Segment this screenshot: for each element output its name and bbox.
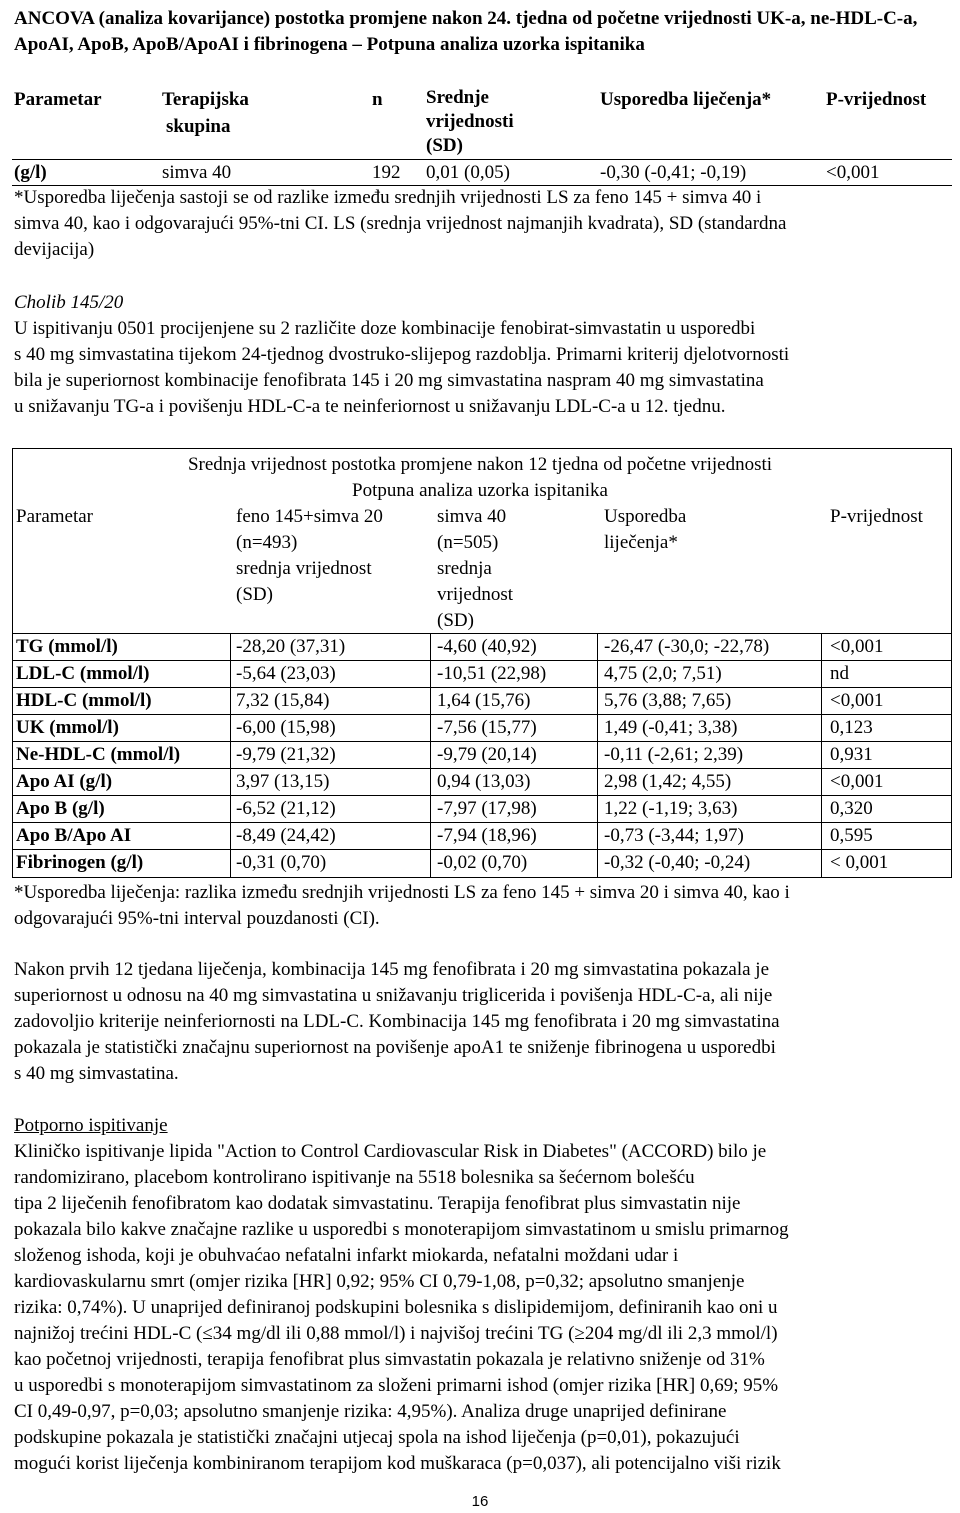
t2-row-rule xyxy=(12,687,952,688)
s3-line-9: u usporedbi s monoterapijom simvastatinom za složeni primarni ishod (omjer rizika [HR] 0,69; 95% xyxy=(14,1375,779,1396)
t2-header-simva xyxy=(437,504,513,634)
t2-header-feno-0: feno 145+simva 20 xyxy=(236,506,383,527)
t2-cell-feno: -28,20 (37,31) xyxy=(236,636,346,657)
s3-line-0: Kliničko ispitivanje lipida "Action to Control Cardiovascular Risk in Diabetes" (ACCORD) bilo je xyxy=(14,1141,767,1162)
t2-cell-param: HDL-C (mmol/l) xyxy=(16,690,152,711)
t2-col-divider-2 xyxy=(430,633,431,878)
s2-line-3: pokazala je statistički značajnu superiornost na povišenje apoA1 te sniženje fibrinogena u usporedbi xyxy=(14,1037,776,1058)
t1-header-parametar: Parametar xyxy=(14,89,102,110)
t2-cell-compare: -0,11 (-2,61; 2,39) xyxy=(604,744,744,765)
t2-header-feno-2: srednja vrijednost xyxy=(236,558,372,579)
t2-header-usporedba-0: Usporedba xyxy=(604,506,687,527)
t2-cell-p: 0,931 xyxy=(830,744,873,765)
t2-header-usporedba xyxy=(604,504,686,556)
s2-line-2: zadovoljio kriterije neinferiornosti na LDL-C. Kombinacija 145 mg fenofibrata i 20 mg simvastatina xyxy=(14,1011,780,1032)
t2-row-rule xyxy=(12,768,952,769)
t2-cell-compare: 4,75 (2,0; 7,51) xyxy=(604,663,722,684)
t2-cell-p: 0,320 xyxy=(830,798,873,819)
t2-cell-param: UK (mmol/l) xyxy=(16,717,119,738)
t2-cell-p: 0,123 xyxy=(830,717,873,738)
t1-note-line2 xyxy=(14,211,949,237)
t1-header-srednje-2: vrijednosti xyxy=(426,111,514,132)
t1-note-line3: devijacija) xyxy=(14,239,95,260)
s1-line-0: U ispitivanju 0501 procijenjene su 2 različite doze kombinacije fenobirat-simvastatin u usporedbi xyxy=(14,318,756,339)
t1-row-p: <0,001 xyxy=(826,162,880,183)
t2-cell-p: <0,001 xyxy=(830,690,884,711)
t2-cell-compare: -26,47 (-30,0; -22,78) xyxy=(604,636,770,657)
t1-note-line2a: simva 40, kao i odgovarajući 95%-tni CI. xyxy=(14,213,329,234)
t2-caption-2: Potpuna analiza uzorka ispitanika xyxy=(352,480,608,501)
t1-header-srednje xyxy=(426,86,514,158)
t2-header-p: P-vrijednost xyxy=(830,506,923,527)
t1-header-srednje-1: Srednje xyxy=(426,87,489,108)
s1-line-2: bila je superiornost kombinacije fenofibrata 145 i 20 mg simvastatina naspram 40 mg simvastatina xyxy=(14,370,764,391)
t2-cell-p: <0,001 xyxy=(830,771,884,792)
t2-row-rule xyxy=(12,849,952,850)
t2-header-simva-0: simva 40 xyxy=(437,506,507,527)
t1-header-srednje-3: (SD) xyxy=(426,135,463,156)
t1-note-line2b: LS (srednja vrijednost najmanjih kvadrata), SD (standardna xyxy=(328,213,787,234)
t1-row-n: 192 xyxy=(372,162,401,183)
t2-cell-compare: 5,76 (3,88; 7,65) xyxy=(604,690,732,711)
t2-cell-param: Ne-HDL-C (mmol/l) xyxy=(16,744,181,765)
section1-paragraph xyxy=(14,316,949,420)
table2-footnote xyxy=(14,880,949,932)
s2-line-1: superiornost u odnosu na 40 mg simvastatina u snižavanju triglicerida i povišenja HDL-C-a, ali nije xyxy=(14,985,773,1006)
t2-header-feno-3: (SD) xyxy=(236,584,273,605)
t2-row-rule xyxy=(12,822,952,823)
s3-line-10: CI 0,49-0,97, p=0,03; apsolutno smanjenje rizika: 4,95%). Analiza druge unaprijed definirane xyxy=(14,1401,727,1422)
t2-cell-simva: -10,51 (22,98) xyxy=(437,663,547,684)
t2-cell-simva: -7,97 (17,98) xyxy=(437,798,537,819)
t1-header-n: n xyxy=(372,89,383,110)
t2-cell-compare: 1,22 (-1,19; 3,63) xyxy=(604,798,738,819)
t2-row-rule xyxy=(12,741,952,742)
s3-line-6: rizika: 0,74%). U unaprijed definiranoj podskupini bolesnika s dislipidemijom, definiranih kao oni u xyxy=(14,1297,778,1318)
s3-line-2: tipa 2 liječenih fenofibratom kao dodatak simvastatinu. Terapija fenofibrat plus simvastatin nije xyxy=(14,1193,741,1214)
t2-cell-feno: 3,97 (13,15) xyxy=(236,771,330,792)
section2-paragraph xyxy=(14,957,949,1087)
section3-paragraph xyxy=(14,1139,949,1477)
t2-col-divider-1 xyxy=(230,633,231,878)
t2-cell-simva: -4,60 (40,92) xyxy=(437,636,537,657)
t1-header-terapijska-1: Terapijska xyxy=(162,89,249,110)
t2-cell-feno: -5,64 (23,03) xyxy=(236,663,336,684)
t2-header-simva-2: srednja xyxy=(437,558,492,579)
t2-row-rule xyxy=(12,714,952,715)
s2-line-0: Nakon prvih 12 tjedana liječenja, kombinacija 145 mg fenofibrata i 20 mg simvastatina pokazala je xyxy=(14,959,770,980)
t2-cell-simva: -9,79 (20,14) xyxy=(437,744,537,765)
t1-header-usporedba: Usporedba liječenja* xyxy=(600,89,772,110)
t2-cell-feno: -6,00 (15,98) xyxy=(236,717,336,738)
t2-cell-feno: -8,49 (24,42) xyxy=(236,825,336,846)
t1-header-terapijska xyxy=(162,86,249,140)
t2-header-simva-4: (SD) xyxy=(437,610,474,631)
t2-cell-simva: -7,56 (15,77) xyxy=(437,717,537,738)
s2-line-4: s 40 mg simvastatina. xyxy=(14,1063,179,1084)
t2-note-line1: *Usporedba liječenja: razlika između srednjih vrijednosti LS za feno 145 + simva 20 i simva 40, kao i xyxy=(14,882,790,903)
t2-cell-compare: -0,73 (-3,44; 1,97) xyxy=(604,825,744,846)
table1-footnote xyxy=(14,185,949,263)
s3-line-1: randomizirano, placebom kontrolirano ispitivanje na 5518 bolesnika sa šećernom bolešću xyxy=(14,1167,695,1188)
t1-header-terapijska-2: skupina xyxy=(166,116,231,137)
t2-cell-feno: -0,31 (0,70) xyxy=(236,852,327,873)
t2-cell-simva: 1,64 (15,76) xyxy=(437,690,531,711)
t1-note-line1: *Usporedba liječenja sastoji se od razlike između srednjih vrijednosti LS za feno 145 + simva 40 i xyxy=(14,187,762,208)
t2-cell-param: Apo B/Apo AI xyxy=(16,825,132,846)
t2-cell-simva: -0,02 (0,70) xyxy=(437,852,528,873)
t1-row-param: (g/l) xyxy=(14,162,47,183)
t2-row-rule xyxy=(12,660,952,661)
s3-line-3: pokazala bilo kakve značajne razlike u usporedbi s monoterapijom simvastatinom u smislu primarnog xyxy=(14,1219,789,1240)
t2-cell-compare: 2,98 (1,42; 4,55) xyxy=(604,771,732,792)
s3-line-11: podskupine pokazala je statistički značajni utjecaj spola na ishod liječenja (p=0,01), pokazujući xyxy=(14,1427,740,1448)
t2-cell-param: Apo B (g/l) xyxy=(16,798,105,819)
t2-note-line2: odgovarajući 95%-tni interval pouzdanosti (CI). xyxy=(14,908,380,929)
t2-header-simva-3: vrijednost xyxy=(437,584,513,605)
t2-cell-feno: -9,79 (21,32) xyxy=(236,744,336,765)
t2-header-parametar: Parametar xyxy=(16,506,94,527)
t1-row-compare: -0,30 (-0,41; -0,19) xyxy=(600,162,747,183)
table1-title: ANCOVA (analiza kovarijance) postotka promjene nakon 24. tjedna od početne vrijednosti UK-a, ne-HDL-C-a, ApoAI, ApoB, ApoB/ApoAI i fibrinogena – Potpuna analiza uzorka ispitanika xyxy=(14,8,918,55)
t2-cell-p: nd xyxy=(830,663,849,684)
t1-row-mean: 0,01 (0,05) xyxy=(426,162,510,183)
t2-cell-param: LDL-C (mmol/l) xyxy=(16,663,150,684)
t2-caption-1: Srednja vrijednost postotka promjene nakon 12 tjedna od početne vrijednosti xyxy=(187,454,773,475)
t2-cell-p: < 0,001 xyxy=(830,852,889,873)
t2-header-usporedba-1: liječenja* xyxy=(604,532,678,553)
s1-line-1: s 40 mg simvastatina tijekom 24-tjednog dvostruko-slijepog razdoblja. Primarni kriterij djelotvornosti xyxy=(14,344,790,365)
section1-heading: Cholib 145/20 xyxy=(14,292,124,313)
s3-line-4: složenog ishoda, koji je obuhvaćao nefatalni infarkt miokarda, nefatalni moždani udar i xyxy=(14,1245,679,1266)
t2-col-divider-4 xyxy=(821,633,822,878)
s3-line-12: mogući korist liječenja kombiniranom terapijom kod muškaraca (p=0,037), ali potencijalno viši rizik xyxy=(14,1453,781,1474)
t2-cell-compare: 1,49 (-0,41; 3,38) xyxy=(604,717,738,738)
s3-line-7: najnižoj trećini HDL-C (≤34 mg/dl ili 0,88 mmol/l) i najvišoj trećini TG (≥204 mg/dl ili 2,3 mmol/l) xyxy=(14,1323,778,1344)
t2-cell-param: TG (mmol/l) xyxy=(16,636,118,657)
t2-cell-compare: -0,32 (-0,40; -0,24) xyxy=(604,852,751,873)
t1-row-group: simva 40 xyxy=(162,162,232,183)
t2-row-rule xyxy=(12,795,952,796)
t2-header-feno-1: (n=493) xyxy=(236,532,298,553)
s3-line-5: kardiovaskularnu smrt (omjer rizika [HR] 0,92; 95% CI 0,79-1,08, p=0,32; apsolutno smanjenje xyxy=(14,1271,745,1292)
section3-heading: Potporno ispitivanje xyxy=(14,1115,168,1136)
t2-col-divider-3 xyxy=(597,633,598,878)
t2-cell-p: <0,001 xyxy=(830,636,884,657)
s1-line-3: u snižavanju TG-a i povišenju HDL-C-a te neinferiornost u snižavanju LDL-C-a u 12. tjednu. xyxy=(14,396,726,417)
t2-cell-param: Fibrinogen (g/l) xyxy=(16,852,144,873)
t2-cell-p: 0,595 xyxy=(830,825,873,846)
t2-cell-simva: 0,94 (13,03) xyxy=(437,771,531,792)
page-number: 16 xyxy=(471,1493,489,1510)
t2-header-simva-1: (n=505) xyxy=(437,532,499,553)
t2-cell-simva: -7,94 (18,96) xyxy=(437,825,537,846)
t2-cell-feno: 7,32 (15,84) xyxy=(236,690,330,711)
t2-cell-param: Apo AI (g/l) xyxy=(16,771,113,792)
t2-cell-feno: -6,52 (21,12) xyxy=(236,798,336,819)
t1-header-p: P-vrijednost xyxy=(826,89,927,110)
s3-line-8: kao početnoj vrijednosti, terapija fenofibrat plus simvastatin pokazala je relativno sniženje od 31% xyxy=(14,1349,765,1370)
t2-header-feno xyxy=(236,504,383,608)
